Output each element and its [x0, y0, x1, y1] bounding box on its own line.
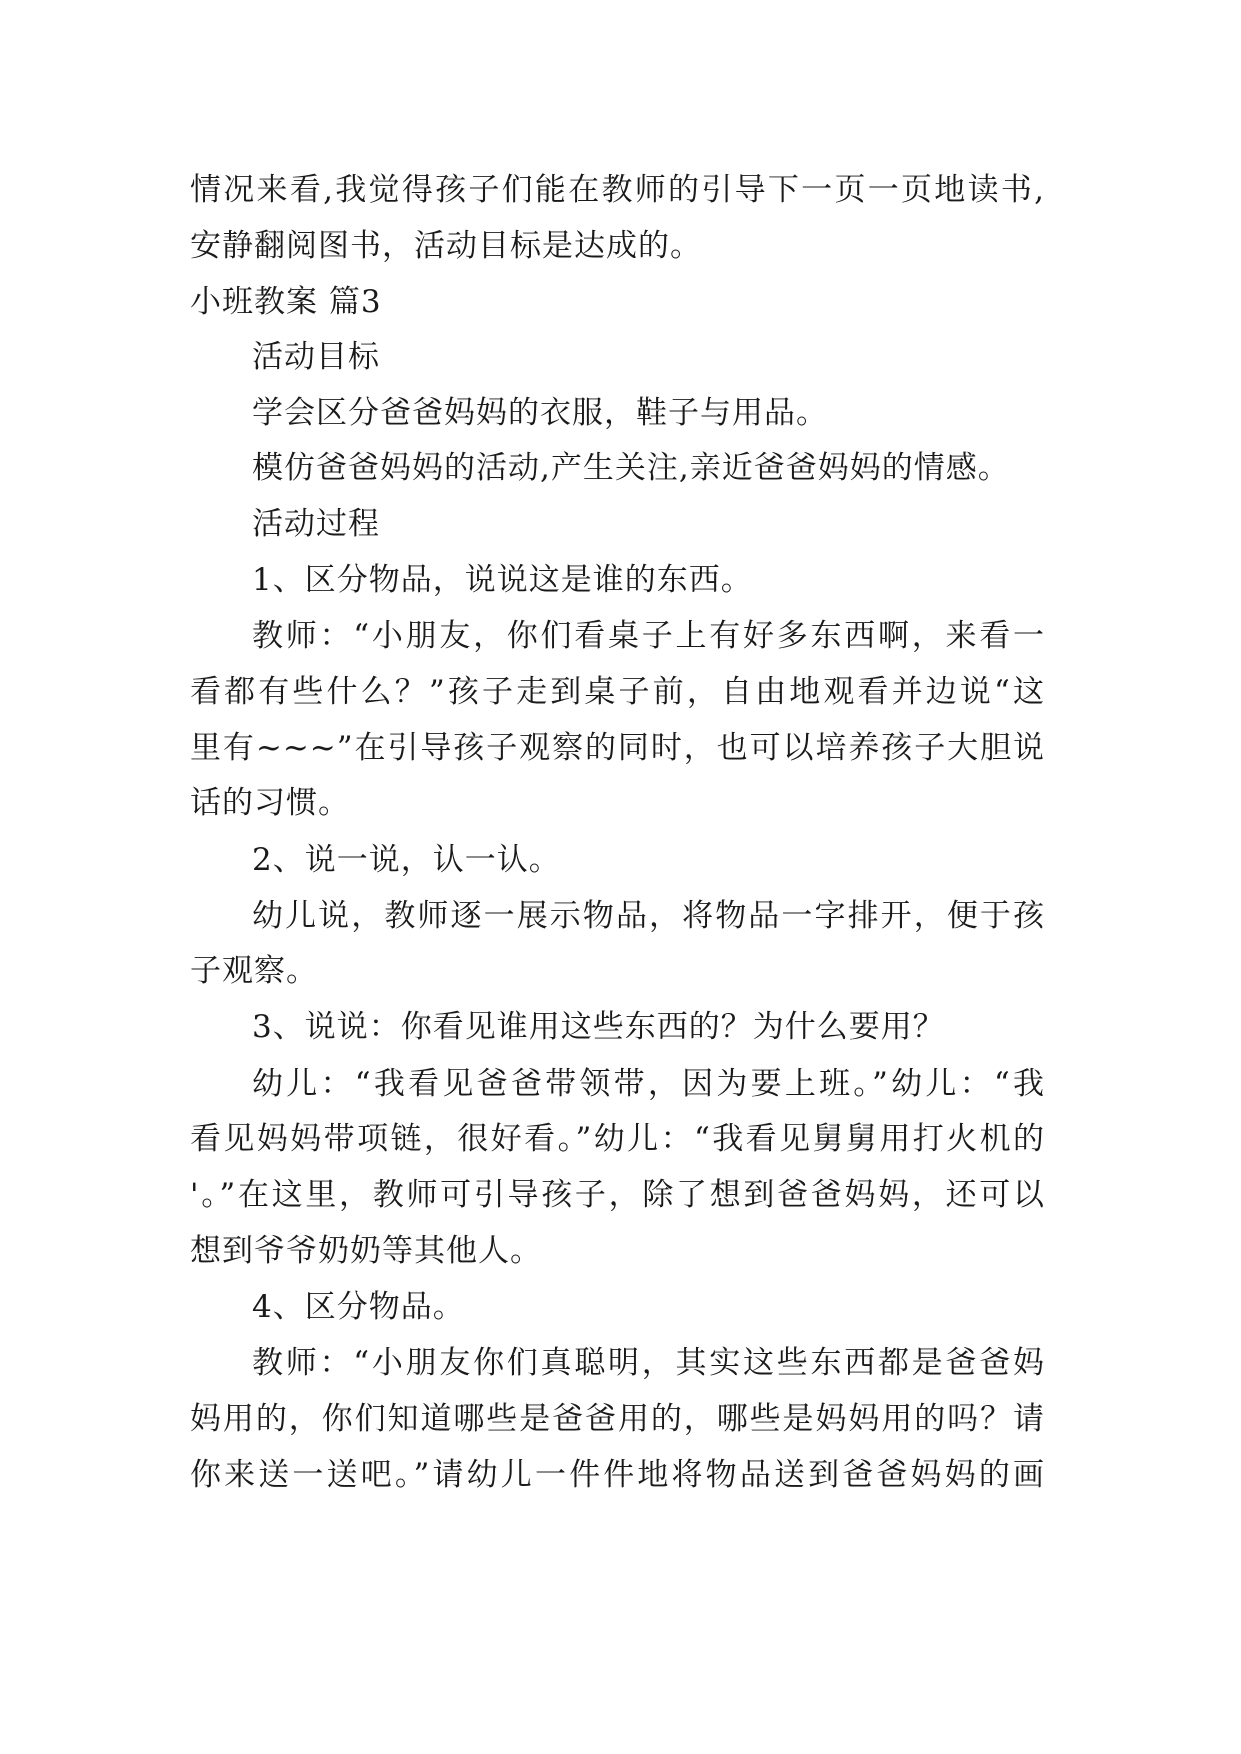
paragraph-line: 教师：“小朋友你们真聪明，其实这些东西都是爸爸妈 [252, 1345, 1045, 1381]
step-heading: 2、说一说，认一认。 [252, 842, 561, 878]
step-heading: 3、说说：你看见谁用这些东西的？为什么要用？ [252, 1009, 945, 1045]
paragraph-line: 情况来看,我觉得孩子们能在教师的引导下一页一页地读书, [190, 172, 1045, 208]
step-heading: 1、区分物品，说说这是谁的东西。 [252, 562, 753, 598]
paragraph-line: 里有~~~”在引导孩子观察的同时，也可以培养孩子大胆说 [190, 730, 1045, 766]
paragraph-line: 学会区分爸爸妈妈的衣服，鞋子与用品。 [252, 395, 828, 431]
paragraph-line: 模仿爸爸妈妈的活动,产生关注,亲近爸爸妈妈的情感。 [252, 450, 1010, 486]
paragraph-line: 妈用的，你们知道哪些是爸爸用的，哪些是妈妈用的吗？请 [190, 1401, 1045, 1437]
paragraph-line: 子观察。 [190, 953, 318, 989]
paragraph-line: 看都有些什么？”孩子走到桌子前，自由地观看并边说“这 [190, 674, 1045, 710]
paragraph-line: 想到爷爷奶奶等其他人。 [190, 1233, 542, 1269]
paragraph-line: 话的习惯。 [190, 785, 350, 821]
paragraph-line: 幼儿：“我看见爸爸带领带，因为要上班。”幼儿：“我 [252, 1066, 1045, 1102]
paragraph-line: '。”在这里，教师可引导孩子，除了想到爸爸妈妈，还可以 [190, 1177, 1045, 1213]
step-heading: 4、区分物品。 [252, 1289, 465, 1325]
paragraph-line: 安静翻阅图书，活动目标是达成的。 [190, 228, 702, 264]
paragraph-line: 看见妈妈带项链，很好看。”幼儿：“我看见舅舅用打火机的 [190, 1121, 1045, 1157]
paragraph-line: 你来送一送吧。”请幼儿一件件地将物品送到爸爸妈妈的画 [190, 1457, 1045, 1493]
subheading-objectives: 活动目标 [252, 339, 380, 375]
paragraph-line: 教师：“小朋友，你们看桌子上有好多东西啊，来看一 [252, 618, 1045, 654]
section-heading: 小班教案 篇3 [190, 284, 382, 320]
subheading-process: 活动过程 [252, 506, 380, 542]
paragraph-line: 幼儿说，教师逐一展示物品，将物品一字排开，便于孩 [252, 898, 1045, 934]
